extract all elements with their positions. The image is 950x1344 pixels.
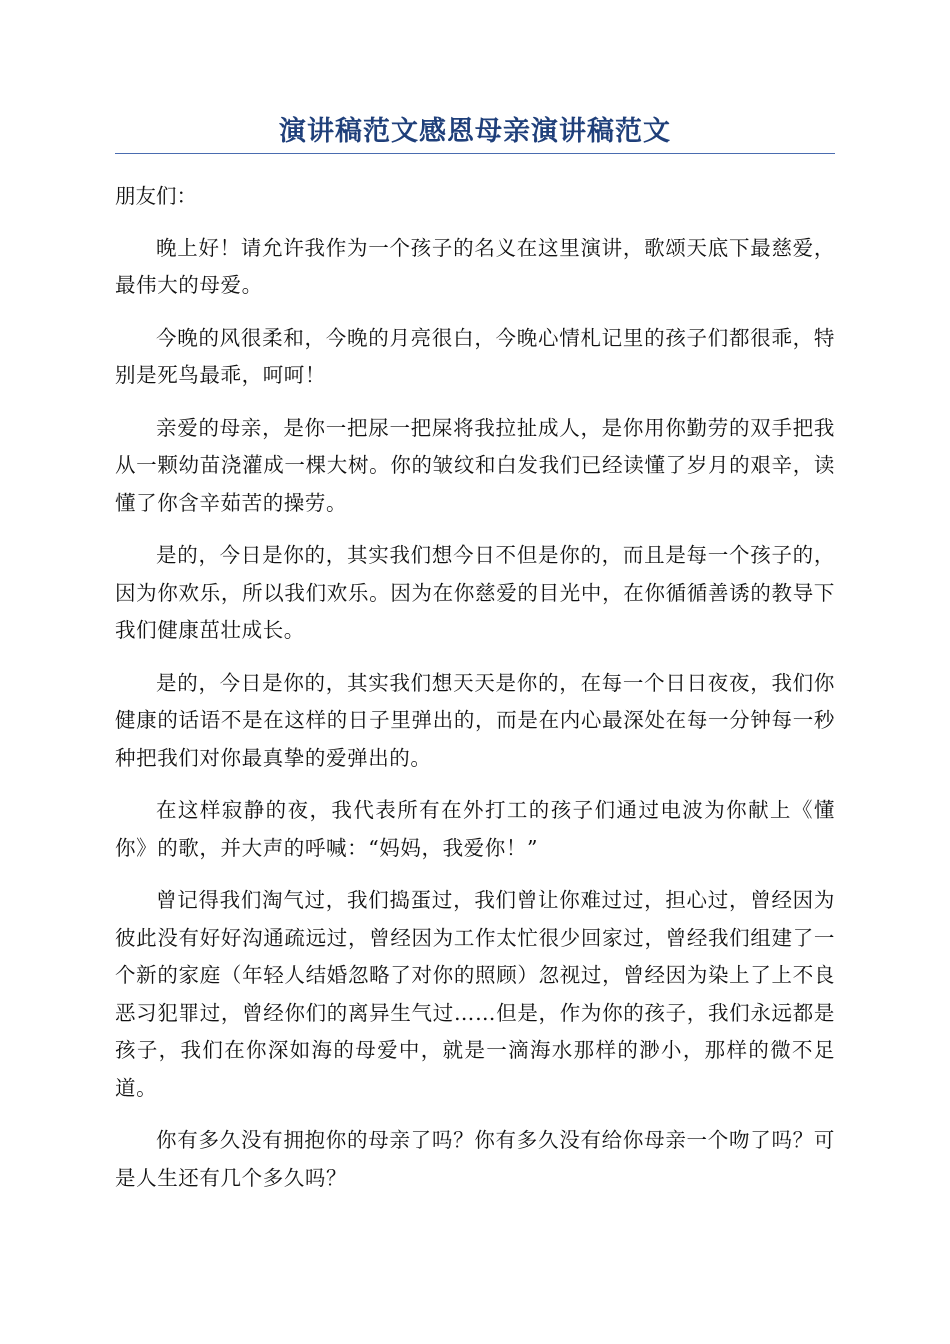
paragraph-4: 是的，今日是你的，其实我们想今日不但是你的，而且是每一个孩子的，因为你欢乐，所以我们欢乐。因为在你慈爱的目光中，在你循循善诱的教导下我们健康茁壮成长。 <box>115 543 835 642</box>
title-underline <box>115 153 835 154</box>
paragraph-8: 你有多久没有拥抱你的母亲了吗？你有多久没有给你母亲一个吻了吗？可是人生还有几个多久吗？ <box>115 1128 835 1190</box>
paragraph-7: 曾记得我们淘气过，我们捣蛋过，我们曾让你难过过，担心过，曾经因为彼此没有好好沟通疏远过，曾经因为工作太忙很少回家过，曾经我们组建了一个新的家庭（年轻人结婚忽略了对你的照顾）忽视过，曾经因为染上了上不良恶习犯罪过，曾经你们的离异生气过……但是，作为你的孩子，我们永远都是孩子，我们在你深如海的母爱中，就是一滴海水那样的渺小，那样的微不足道。 <box>115 888 835 1100</box>
paragraph-3: 亲爱的母亲，是你一把尿一把屎将我拉扯成人，是你用你勤劳的双手把我从一颗幼苗浇灌成一棵大树。你的皱纹和白发我们已经读懂了岁月的艰辛，读懂了你含辛茹苦的操劳。 <box>115 415 835 515</box>
paragraph-5: 是的，今日是你的，其实我们想天天是你的，在每一个日日夜夜，我们你健康的话语不是在这样的日子里弹出的，而是在内心最深处在每一分钟每一秒种把我们对你最真挚的爱弹出的。 <box>115 670 835 770</box>
document-body <box>115 178 835 1212</box>
paragraph-2: 今晚的风很柔和，今晚的月亮很白，今晚心情札记里的孩子们都很乖，特别是死鸟最乖，呵呵！ <box>115 325 835 387</box>
paragraph-6: 在这样寂静的夜，我代表所有在外打工的孩子们通过电波为你献上《懂你》的歌，并大声的呼喊：“妈妈，我爱你！” <box>115 798 835 860</box>
document-title: 演讲稿范文感恩母亲演讲稿范文 <box>279 116 671 147</box>
greeting: 朋友们： <box>115 184 197 208</box>
paragraph-1: 晚上好！请允许我作为一个孩子的名义在这里演讲，歌颂天底下最慈爱，最伟大的母爱。 <box>115 235 835 297</box>
